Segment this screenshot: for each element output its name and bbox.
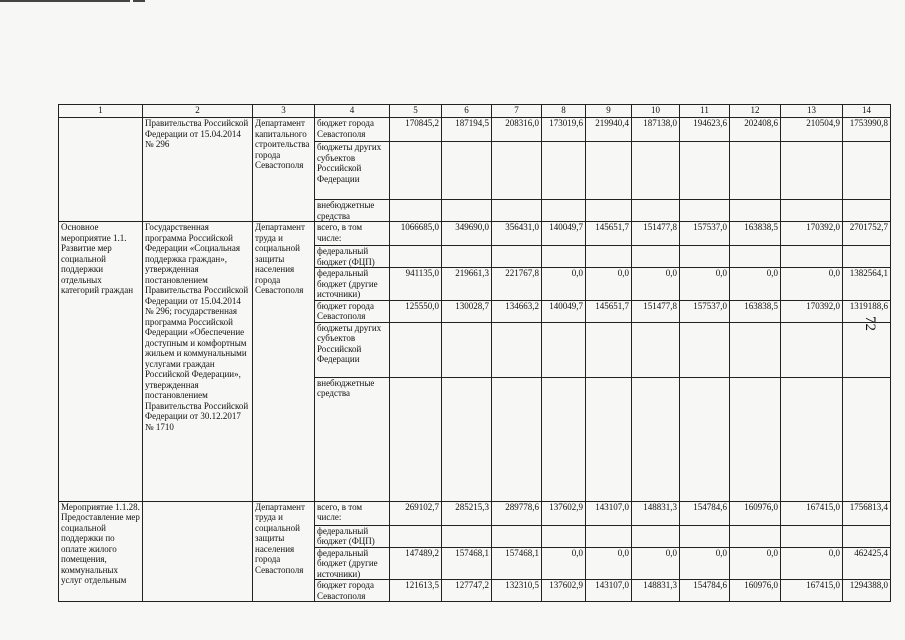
col-header: 6 bbox=[442, 105, 492, 118]
executor-cell: Департамент труда и социальной защиты населения города Севастополя bbox=[253, 501, 315, 602]
value-cell: 210504,9 bbox=[781, 118, 843, 142]
value-cell: 167415,0 bbox=[781, 501, 843, 525]
value-cell bbox=[730, 246, 781, 268]
legal-basis-cell bbox=[143, 501, 253, 602]
funding-source-cell: всего, в том числе: bbox=[315, 222, 390, 246]
measure-name-cell: Основное мероприятие 1.1. Развитие мер социальной поддержки отдельных категорий граждан bbox=[59, 222, 143, 502]
value-cell bbox=[542, 200, 586, 222]
value-cell: 194623,6 bbox=[680, 118, 730, 142]
value-cell bbox=[632, 246, 680, 268]
value-cell: 148831,3 bbox=[632, 501, 680, 525]
value-cell bbox=[843, 377, 891, 501]
col-header: 8 bbox=[542, 105, 586, 118]
value-cell: 0,0 bbox=[632, 268, 680, 301]
funding-source-cell: бюджет города Севастополя bbox=[315, 300, 390, 322]
table-row bbox=[59, 501, 891, 525]
executor-cell: Департамент капитального строительства города Севастополя bbox=[253, 118, 315, 222]
value-cell: 0,0 bbox=[781, 268, 843, 301]
value-cell: 219940,4 bbox=[586, 118, 632, 142]
value-cell: 167415,0 bbox=[781, 580, 843, 602]
value-cell: 157468,1 bbox=[492, 547, 542, 580]
value-cell: 0,0 bbox=[680, 268, 730, 301]
legal-basis-cell: Правительства Российской Федерации от 15.04.2014 № 296 bbox=[143, 118, 253, 222]
value-cell: 147489,2 bbox=[390, 547, 442, 580]
value-cell bbox=[680, 377, 730, 501]
value-cell bbox=[781, 142, 843, 200]
value-cell: 130028,7 bbox=[442, 300, 492, 322]
measure-name-cell: Мероприятие 1.1.28. Предоставление мер социальной поддержки по оплате жилого помещения, коммунальных услуг отдельным bbox=[59, 501, 143, 602]
funding-source-cell: внебюджетные средства bbox=[315, 377, 390, 501]
value-cell bbox=[730, 377, 781, 501]
value-cell: 221767,8 bbox=[492, 268, 542, 301]
value-cell: 132310,5 bbox=[492, 580, 542, 602]
value-cell: 1319188,6 bbox=[843, 300, 891, 322]
col-header: 13 bbox=[781, 105, 843, 118]
value-cell bbox=[843, 246, 891, 268]
value-cell: 0,0 bbox=[542, 268, 586, 301]
value-cell: 163838,5 bbox=[730, 222, 781, 246]
value-cell bbox=[586, 142, 632, 200]
value-cell bbox=[390, 142, 442, 200]
value-cell: 137602,9 bbox=[542, 501, 586, 525]
value-cell bbox=[781, 377, 843, 501]
value-cell: 137602,9 bbox=[542, 580, 586, 602]
value-cell bbox=[632, 377, 680, 501]
value-cell: 0,0 bbox=[586, 547, 632, 580]
value-cell: 1294388,0 bbox=[843, 580, 891, 602]
value-cell bbox=[586, 322, 632, 377]
value-cell: 173019,6 bbox=[542, 118, 586, 142]
executor-cell: Департамент труда и социальной защиты населения города Севастополя bbox=[253, 222, 315, 502]
value-cell bbox=[730, 322, 781, 377]
value-cell bbox=[680, 322, 730, 377]
value-cell: 143107,0 bbox=[586, 501, 632, 525]
value-cell: 269102,7 bbox=[390, 501, 442, 525]
funding-source-cell: внебюджетные средства bbox=[315, 200, 390, 222]
value-cell bbox=[492, 246, 542, 268]
col-header: 1 bbox=[59, 105, 143, 118]
value-cell: 170392,0 bbox=[781, 300, 843, 322]
value-cell bbox=[442, 377, 492, 501]
value-cell: 151477,8 bbox=[632, 300, 680, 322]
value-cell bbox=[730, 525, 781, 547]
value-cell bbox=[632, 322, 680, 377]
value-cell: 134663,2 bbox=[492, 300, 542, 322]
value-cell: 145651,7 bbox=[586, 222, 632, 246]
value-cell bbox=[586, 525, 632, 547]
value-cell bbox=[781, 525, 843, 547]
col-header: 9 bbox=[586, 105, 632, 118]
scan-artifact-line bbox=[0, 0, 130, 2]
funding-source-cell: федеральный бюджет (ФЦП) bbox=[315, 525, 390, 547]
value-cell bbox=[680, 525, 730, 547]
funding-source-cell: федеральный бюджет (другие источники) bbox=[315, 547, 390, 580]
value-cell: 154784,6 bbox=[680, 501, 730, 525]
legal-basis-cell: Государственная программа Российской Федерации «Социальная поддержка граждан», утвержденная постановлением Правительства Российской Федерации от 15.04.2014 № 296; государственная программа Российской Федерации «Обеспечение доступным и комфортным жильем и коммунальными услугами граждан Российской Федерации», утвержденная постановлением Правительства Российской Федерации от 30.12.2017 № 1710 bbox=[143, 222, 253, 502]
value-cell bbox=[390, 200, 442, 222]
value-cell bbox=[781, 200, 843, 222]
value-cell bbox=[442, 200, 492, 222]
measure-name-cell bbox=[59, 118, 143, 222]
value-cell bbox=[680, 246, 730, 268]
value-cell: 170392,0 bbox=[781, 222, 843, 246]
value-cell bbox=[442, 142, 492, 200]
value-cell bbox=[586, 200, 632, 222]
value-cell: 127747,2 bbox=[442, 580, 492, 602]
value-cell bbox=[492, 525, 542, 547]
value-cell: 140049,7 bbox=[542, 222, 586, 246]
value-cell: 121613,5 bbox=[390, 580, 442, 602]
value-cell bbox=[680, 142, 730, 200]
value-cell: 157537,0 bbox=[680, 222, 730, 246]
value-cell: 0,0 bbox=[586, 268, 632, 301]
value-cell: 462425,4 bbox=[843, 547, 891, 580]
value-cell: 356431,0 bbox=[492, 222, 542, 246]
value-cell: 285215,3 bbox=[442, 501, 492, 525]
value-cell: 163838,5 bbox=[730, 300, 781, 322]
col-header: 7 bbox=[492, 105, 542, 118]
value-cell: 1382564,1 bbox=[843, 268, 891, 301]
funding-source-cell: бюджет города Севастополя bbox=[315, 118, 390, 142]
value-cell bbox=[781, 246, 843, 268]
value-cell: 157537,0 bbox=[680, 300, 730, 322]
value-cell bbox=[542, 142, 586, 200]
value-cell: 151477,8 bbox=[632, 222, 680, 246]
budget-table bbox=[58, 104, 891, 602]
value-cell: 202408,6 bbox=[730, 118, 781, 142]
value-cell: 148831,3 bbox=[632, 580, 680, 602]
value-cell: 349690,0 bbox=[442, 222, 492, 246]
scan-artifact-line bbox=[133, 0, 145, 2]
col-header: 3 bbox=[253, 105, 315, 118]
value-cell: 2701752,7 bbox=[843, 222, 891, 246]
table-row bbox=[59, 118, 891, 142]
funding-source-cell: федеральный бюджет (ФЦП) bbox=[315, 246, 390, 268]
funding-source-cell: бюджеты других субъектов Российской Федерации bbox=[315, 142, 390, 200]
value-cell: 208316,0 bbox=[492, 118, 542, 142]
value-cell: 125550,0 bbox=[390, 300, 442, 322]
value-cell bbox=[843, 142, 891, 200]
value-cell bbox=[492, 142, 542, 200]
value-cell bbox=[542, 322, 586, 377]
header-row bbox=[59, 105, 891, 118]
value-cell bbox=[542, 246, 586, 268]
value-cell bbox=[632, 525, 680, 547]
table-row bbox=[59, 222, 891, 246]
value-cell: 145651,7 bbox=[586, 300, 632, 322]
value-cell: 143107,0 bbox=[586, 580, 632, 602]
value-cell bbox=[390, 246, 442, 268]
value-cell: 160976,0 bbox=[730, 580, 781, 602]
value-cell bbox=[542, 377, 586, 501]
value-cell: 219661,3 bbox=[442, 268, 492, 301]
value-cell bbox=[730, 200, 781, 222]
value-cell: 941135,0 bbox=[390, 268, 442, 301]
value-cell bbox=[586, 246, 632, 268]
funding-source-cell: бюджет города Севастополя bbox=[315, 580, 390, 602]
value-cell bbox=[843, 200, 891, 222]
value-cell bbox=[781, 322, 843, 377]
value-cell: 0,0 bbox=[632, 547, 680, 580]
value-cell: 289778,6 bbox=[492, 501, 542, 525]
value-cell bbox=[730, 142, 781, 200]
value-cell: 1066685,0 bbox=[390, 222, 442, 246]
value-cell bbox=[542, 525, 586, 547]
value-cell: 160976,0 bbox=[730, 501, 781, 525]
value-cell: 154784,6 bbox=[680, 580, 730, 602]
value-cell: 157468,1 bbox=[442, 547, 492, 580]
value-cell: 187194,5 bbox=[442, 118, 492, 142]
value-cell bbox=[442, 246, 492, 268]
value-cell bbox=[632, 142, 680, 200]
col-header: 12 bbox=[730, 105, 781, 118]
value-cell bbox=[390, 525, 442, 547]
value-cell bbox=[492, 377, 542, 501]
value-cell: 0,0 bbox=[680, 547, 730, 580]
col-header: 11 bbox=[680, 105, 730, 118]
value-cell bbox=[390, 377, 442, 501]
value-cell: 170845,2 bbox=[390, 118, 442, 142]
value-cell bbox=[843, 525, 891, 547]
value-cell bbox=[442, 525, 492, 547]
value-cell bbox=[680, 200, 730, 222]
value-cell: 140049,7 bbox=[542, 300, 586, 322]
page-number: 72 bbox=[862, 316, 878, 331]
funding-source-cell: бюджеты других субъектов Российской Федерации bbox=[315, 322, 390, 377]
funding-source-cell: федеральный бюджет (другие источники) bbox=[315, 268, 390, 301]
value-cell: 0,0 bbox=[781, 547, 843, 580]
value-cell bbox=[632, 200, 680, 222]
funding-source-cell: всего, в том числе: bbox=[315, 501, 390, 525]
value-cell: 187138,0 bbox=[632, 118, 680, 142]
col-header: 2 bbox=[143, 105, 253, 118]
value-cell: 0,0 bbox=[542, 547, 586, 580]
value-cell bbox=[492, 200, 542, 222]
value-cell bbox=[492, 322, 542, 377]
value-cell bbox=[442, 322, 492, 377]
value-cell: 0,0 bbox=[730, 268, 781, 301]
value-cell bbox=[586, 377, 632, 501]
col-header: 5 bbox=[390, 105, 442, 118]
value-cell: 1756813,4 bbox=[843, 501, 891, 525]
col-header: 4 bbox=[315, 105, 390, 118]
value-cell bbox=[843, 322, 891, 377]
value-cell: 1753990,8 bbox=[843, 118, 891, 142]
col-header: 10 bbox=[632, 105, 680, 118]
value-cell: 0,0 bbox=[730, 547, 781, 580]
col-header: 14 bbox=[843, 105, 891, 118]
value-cell bbox=[390, 322, 442, 377]
